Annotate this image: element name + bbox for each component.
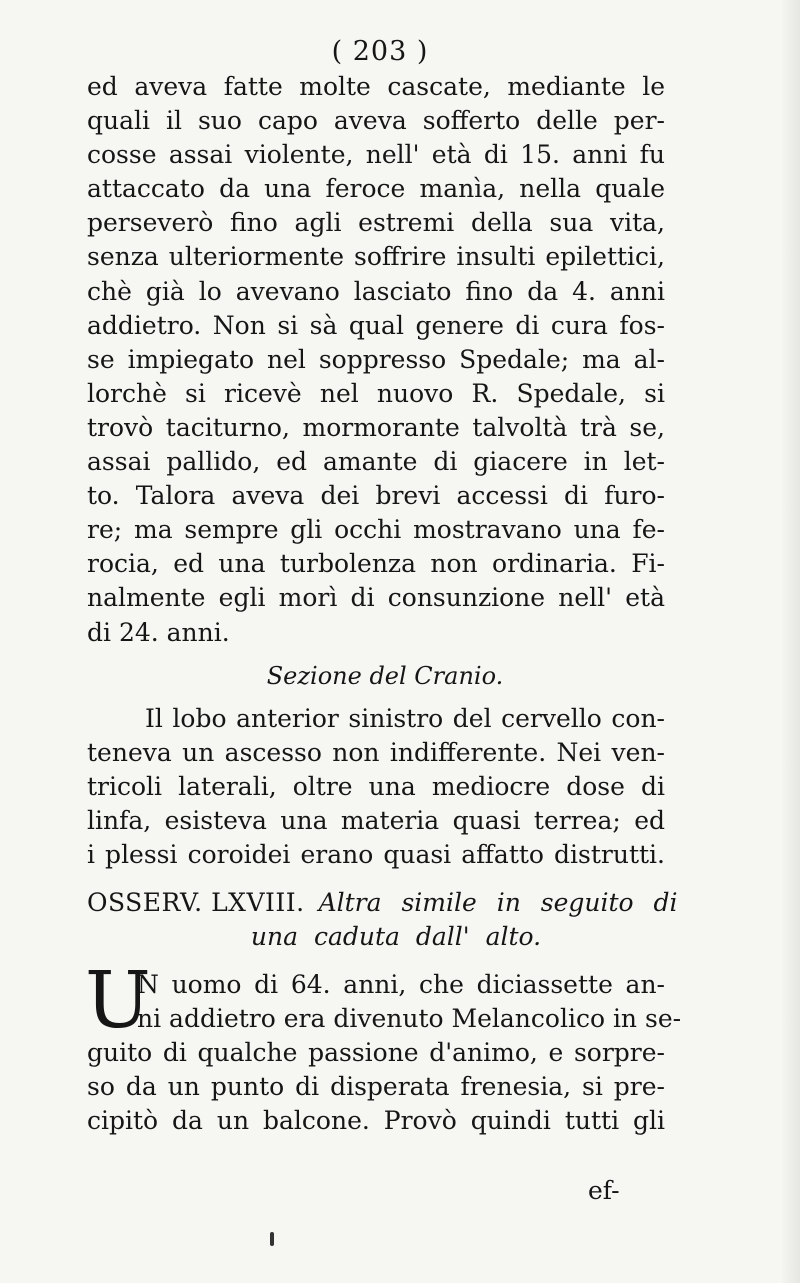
text-line: lorchè si ricevè nel nuovo R. Spedale, si bbox=[87, 378, 665, 408]
text-line: chè già lo avevano lasciato fino da 4. anni bbox=[87, 276, 665, 306]
observation-heading bbox=[87, 886, 678, 920]
paragraph-observation bbox=[85, 956, 682, 1138]
text-line: tricoli laterali, oltre una mediocre dose di bbox=[87, 771, 665, 801]
ink-smudge bbox=[270, 1232, 274, 1246]
paragraph-section bbox=[87, 702, 665, 872]
text-line: quali il suo capo aveva sofferto delle per- bbox=[87, 106, 665, 136]
text-line: di 24. anni. bbox=[87, 617, 230, 647]
text-line: to. Talora aveva dei brevi accessi di furo- bbox=[87, 481, 665, 511]
text-line: ed aveva fatte molte cascate, mediante le bbox=[87, 72, 665, 101]
observation-title-continued: una caduta dall' alto. bbox=[250, 922, 542, 952]
page-number: ( 203 ) bbox=[331, 36, 429, 67]
section-title: Sezione del Cranio. bbox=[266, 661, 504, 690]
text-line: ni addietro era divenuto Melancolico in se- bbox=[137, 1004, 682, 1034]
text-line: addietro. Non si sà qual genere di cura fos- bbox=[87, 310, 665, 340]
text-line: Il lobo anterior sinistro del cervello con- bbox=[145, 703, 665, 733]
paragraph-continuation bbox=[87, 70, 665, 650]
text-block bbox=[85, 70, 682, 1139]
text-line: senza ulteriormente soffrire insulti epilettici, bbox=[87, 242, 665, 272]
text-line: trovò taciturno, mormorante talvoltà trà se, bbox=[87, 412, 665, 442]
text-line: re; ma sempre gli occhi mostravano una fe- bbox=[87, 515, 665, 545]
text-line: linfa, esisteva una materia quasi terrea; ed bbox=[87, 805, 665, 835]
text-line: cosse assai violente, nell' età di 15. anni fu bbox=[87, 140, 665, 170]
text-line: i plessi coroidei erano quasi affatto distrutti. bbox=[87, 839, 665, 869]
observation-number: OSSERV. LXVIII. bbox=[87, 888, 305, 918]
text-line: se impiegato nel soppresso Spedale; ma al- bbox=[87, 344, 665, 374]
text-line: so da un punto di disperata frenesia, si pre- bbox=[87, 1072, 665, 1102]
text-line: perseverò fino agli estremi della sua vita, bbox=[87, 208, 665, 238]
observation-title: Altra simile in seguito di bbox=[318, 888, 678, 918]
text-line: rocia, ed una turbolenza non ordinaria. Fi- bbox=[87, 549, 665, 579]
text-line: assai pallido, ed amante di giacere in let- bbox=[87, 447, 665, 477]
text-line: teneva un ascesso non indifferente. Nei ven- bbox=[87, 737, 665, 767]
text-line: cipitò da un balcone. Provò quindi tutti gli bbox=[87, 1106, 665, 1136]
drop-cap: U bbox=[85, 956, 151, 1047]
catchword: ef- bbox=[588, 1176, 620, 1205]
text-line: nalmente egli morì di consunzione nell' età bbox=[87, 583, 665, 613]
text-line: attaccato da una feroce manìa, nella quale bbox=[87, 174, 665, 204]
text-line: N uomo di 64. anni, che diciassette an- bbox=[137, 970, 665, 1000]
text-line: guito di qualche passione d'animo, e sorpre- bbox=[87, 1038, 665, 1068]
page-edge-shadow bbox=[782, 0, 800, 1283]
